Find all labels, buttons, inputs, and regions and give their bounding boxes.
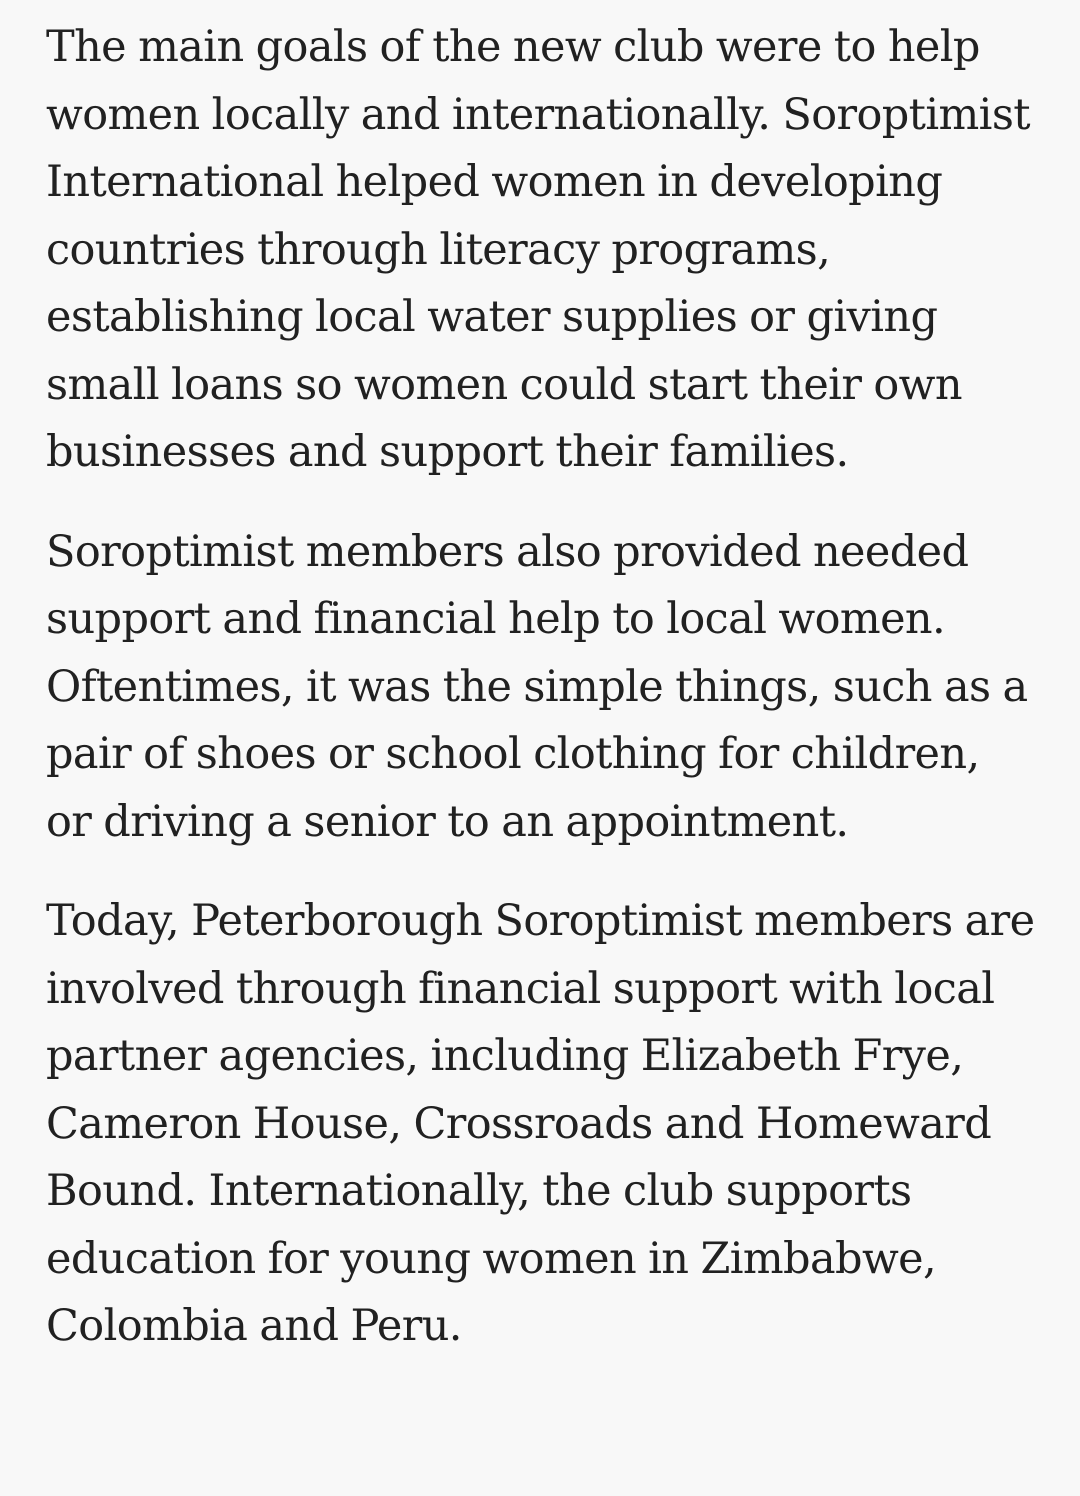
article-paragraph: The main goals of the new club were to help women locally and internationally. Soroptimist International helped women in developing countries through literacy programs, establishing local water supplies or giving small loans so women could start their own businesses and support their families. [46,22,1030,477]
article-paragraph: Soroptimist members also provided needed support and financial help to local women. Oftentimes, it was the simple things, such as a pair of shoes or school clothing for children, or driving a senior to an appointment. [46,526,1028,847]
article-paragraph: Today, Peterborough Soroptimist members are involved through financial support with local partner agencies, including Elizabeth Frye, Cameron House, Crossroads and Homeward Bound. Internationally, the club supports education for young women in Zimbabwe, Colombia and Peru. [46,896,1035,1351]
